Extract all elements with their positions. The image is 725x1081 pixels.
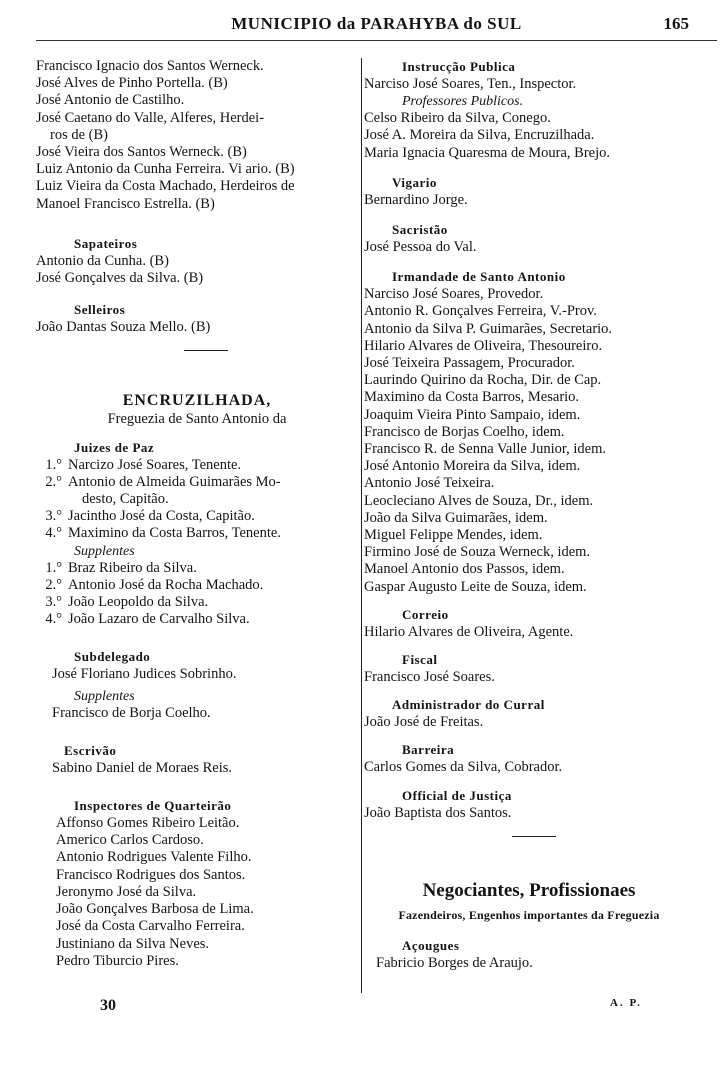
section-heading-curral: Administrador do Curral: [392, 697, 545, 713]
list-item: José Vieira dos Santos Werneck. (B): [36, 144, 247, 161]
right-column: [364, 58, 694, 972]
left-column: [36, 58, 358, 970]
section-heading-sub-supplentes: Supplentes: [74, 688, 135, 704]
list-item: 3.° João Leopoldo da Silva.: [45, 594, 209, 611]
section-heading-fiscal: Fiscal: [402, 652, 438, 668]
signature-mark: 30: [100, 997, 116, 1014]
list-item: Affonso Gomes Ribeiro Leitão.: [56, 815, 240, 832]
list-item: 4.° João Lazaro de Carvalho Silva.: [45, 611, 250, 628]
section-heading-escrivao: Escrivão: [64, 742, 117, 758]
list-item: Antonio R. Gonçalves Ferreira, V.-Prov.: [364, 303, 597, 320]
list-item: João Baptista dos Santos.: [364, 804, 512, 821]
list-item: Hilario Alvares de Oliveira, Agente.: [364, 623, 574, 640]
list-item: Francisco José Soares.: [364, 669, 495, 686]
section-heading-acougues: Açougues: [402, 937, 460, 953]
list-item: Jeronymo José da Silva.: [56, 883, 197, 900]
list-item: José Caetano do Valle, Alferes, Herdei-: [36, 109, 265, 126]
list-item: Francisco de Borjas Coelho, idem.: [364, 423, 565, 440]
list-item: 2.° Antonio José da Rocha Machado.: [45, 576, 264, 593]
list-item: Antonio da Cunha. (B): [36, 252, 169, 269]
list-item: Francisco Rodrigues dos Santos.: [56, 866, 246, 883]
list-item: Antonio José Teixeira.: [364, 475, 495, 492]
list-item: José Gonçalves da Silva. (B): [36, 270, 204, 287]
list-item: Bernardino Jorge.: [364, 191, 468, 208]
list-item: Miguel Felippe Mendes, idem.: [364, 527, 543, 544]
list-item: 4.° Maximino da Costa Barros, Tenente.: [45, 525, 281, 542]
list-item: 1.° Narcizo José Soares, Tenente.: [45, 456, 242, 473]
list-item: Joaquim Vieira Pinto Sampaio, idem.: [364, 406, 581, 423]
list-item: desto, Capitão.: [82, 491, 169, 508]
section-heading-juizes: Juizes de Paz: [74, 439, 155, 455]
running-head: [36, 12, 717, 41]
list-item: 2.° Antonio de Almeida Guimarães Mo-: [45, 473, 281, 490]
list-item: Carlos Gomes da Silva, Cobrador.: [364, 759, 563, 776]
list-item: Firmino José de Souza Werneck, idem.: [364, 544, 591, 561]
page-title: MUNICIPIO da PARAHYBA do SUL: [231, 14, 522, 33]
encruzilhada-title: ENCRUZILHADA,: [122, 392, 272, 410]
list-item: José Pessoa do Val.: [364, 239, 477, 256]
list-item: José Teixeira Passagem, Procurador.: [364, 355, 575, 372]
list-item: Celso Ribeiro da Silva, Conego.: [364, 110, 551, 127]
list-item: Francisco Ignacio dos Santos Werneck.: [36, 58, 264, 74]
section-heading-sacristao: Sacristão: [392, 222, 448, 238]
list-item: Antonio Rodrigues Valente Filho.: [56, 849, 252, 866]
list-item: Antonio da Silva P. Guimarães, Secretario.: [364, 320, 613, 337]
section-heading-instrucao: Instrucção Publica: [402, 59, 516, 74]
list-item: José Floriano Judices Sobrinho.: [52, 666, 237, 683]
list-item: 1.° Braz Ribeiro da Silva.: [45, 559, 197, 576]
section-heading-sapateiros: Sapateiros: [74, 235, 138, 251]
list-item: Americo Carlos Cardoso.: [56, 832, 204, 849]
list-item: Gaspar Augusto Leite de Souza, idem.: [364, 578, 587, 595]
section-heading-selleiros: Selleiros: [74, 302, 126, 318]
list-item: João da Silva Guimarães, idem.: [364, 509, 548, 526]
list-item: Fabricio Borges de Araujo.: [376, 954, 533, 971]
printer-initials: A. P.: [610, 997, 642, 1009]
list-item: Narciso José Soares, Ten., Inspector.: [364, 76, 577, 92]
list-item: Leocleciano Alves de Souza, Dr., idem.: [364, 492, 594, 509]
list-item: Laurindo Quirino da Rocha, Dir. de Cap.: [364, 372, 602, 389]
section-heading-subdelegado: Subdelegado: [74, 649, 151, 665]
list-item: José Antonio Moreira da Silva, idem.: [364, 458, 581, 475]
section-heading-correio: Correio: [402, 606, 449, 622]
list-item: Maximino da Costa Barros, Mesario.: [364, 389, 580, 406]
list-item: João Gonçalves Barbosa de Lima.: [56, 901, 254, 918]
column-divider: [361, 58, 362, 993]
list-item: José da Costa Carvalho Ferreira.: [56, 918, 245, 935]
section-heading-justica: Official de Justiça: [402, 787, 512, 803]
section-rule: [184, 350, 228, 351]
list-item: Francisco de Borja Coelho.: [52, 704, 211, 721]
list-item: Maria Ignacia Quaresma de Moura, Brejo.: [364, 144, 610, 161]
list-item: Justiniano da Silva Neves.: [56, 935, 210, 952]
list-item: Manoel Antonio dos Passos, idem.: [364, 561, 565, 578]
list-item: Manoel Francisco Estrella. (B): [36, 195, 215, 212]
section-heading-professores: Professores Publicos.: [402, 94, 524, 110]
list-item: Luiz Vieira da Costa Machado, Herdeiros de: [36, 178, 295, 195]
list-item: Luiz Antonio da Cunha Ferreira. Vi ario. (B): [36, 161, 295, 178]
list-item: José A. Moreira da Silva, Encruzilhada.: [364, 127, 595, 144]
list-item: José Antonio de Castilho.: [36, 92, 185, 109]
list-item: Pedro Tiburcio Pires.: [56, 952, 179, 969]
encruzilhada-subtitle: Freguezia de Santo Antonio da: [107, 411, 287, 428]
negociantes-title: Negociantes, Profissionaes: [422, 879, 636, 901]
negociantes-subtitle: Fazendeiros, Engenhos importantes da Freguezia: [398, 907, 660, 922]
list-item: Sabino Daniel de Moraes Reis.: [52, 759, 233, 776]
list-item: 3.° Jacintho José da Costa, Capitão.: [45, 508, 255, 525]
list-item: José Alves de Pinho Portella. (B): [36, 75, 228, 92]
section-heading-inspectores: Inspectores de Quarteirão: [74, 798, 232, 814]
page-number: 165: [663, 14, 689, 33]
list-item: Hilario Alvares de Oliveira, Thesoureiro.: [364, 337, 603, 354]
list-item: João Dantas Souza Mello. (B): [36, 319, 211, 336]
section-rule: [512, 836, 556, 837]
section-heading-supplentes: Supplentes: [74, 543, 135, 559]
section-heading-barreira: Barreira: [402, 742, 455, 758]
list-item: João José de Freitas.: [364, 714, 484, 731]
list-item: Francisco R. de Senna Valle Junior, idem.: [364, 441, 606, 458]
section-heading-irmandade: Irmandade de Santo Antonio: [392, 269, 566, 285]
section-heading-vigario: Vigario: [392, 174, 437, 190]
list-item: ros de (B): [50, 126, 108, 143]
list-item: Narciso José Soares, Provedor.: [364, 286, 544, 303]
